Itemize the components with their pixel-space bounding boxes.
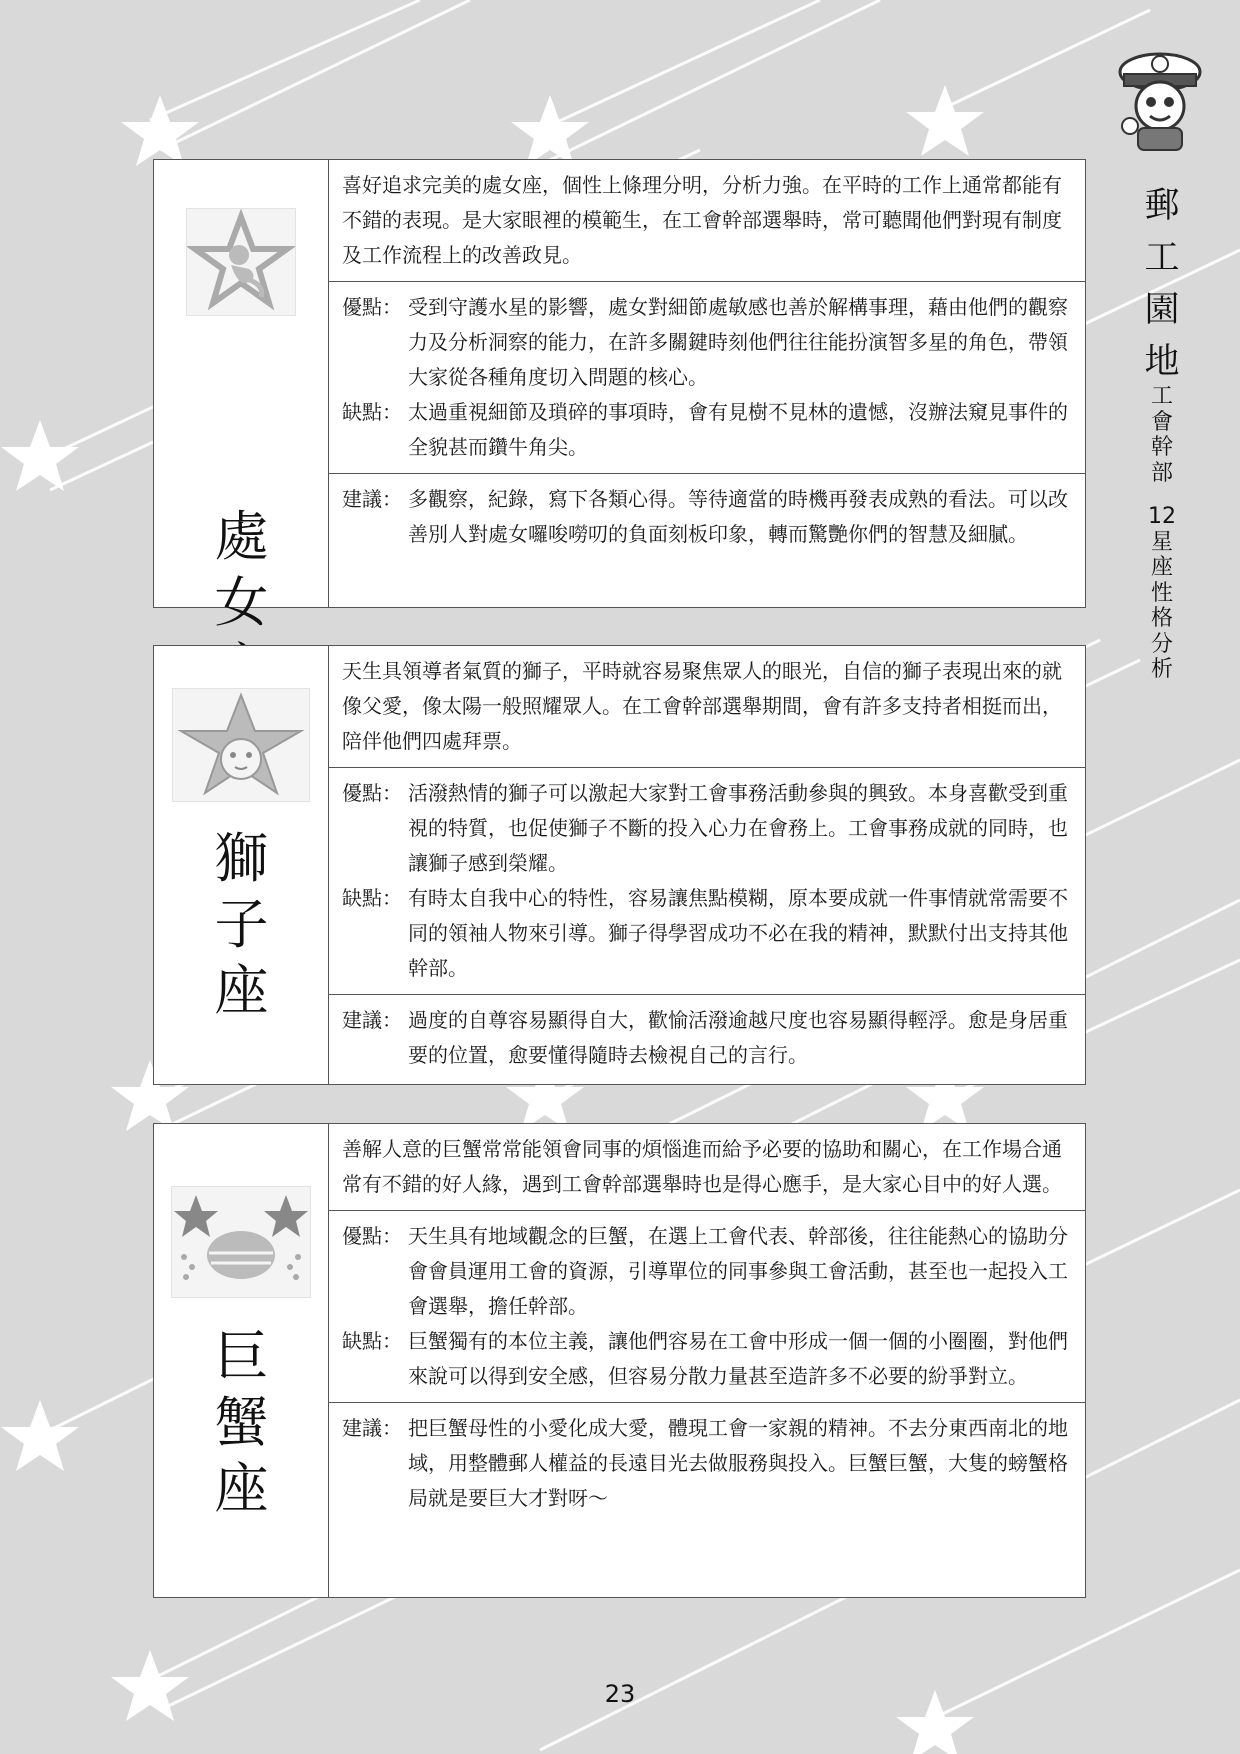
cons-row: [342, 881, 1073, 986]
article-title-gap: [1142, 486, 1182, 504]
section-title-char: 地: [1144, 342, 1180, 382]
advice-section: [329, 474, 1085, 560]
sign-name-leo: 獅 子 座: [214, 827, 269, 1022]
pros-text: 受到守護水星的影響，處女對細節處敏感也善於解構事理，藉由他們的觀察力及分析洞察的能力，在許多關鍵時刻他們往往能扮演智多星的角色，帶領大家從各種角度切入問題的核心。: [408, 295, 1068, 389]
sign-name-cancer: 巨 蟹 座: [214, 1325, 269, 1520]
advice-label: 建議：: [342, 1008, 402, 1032]
virgo-emblem-icon: [186, 208, 296, 316]
pros-cons-section: [329, 1211, 1085, 1403]
advice-text: 多觀察，紀錄，寫下各類心得。等待適當的時機再發表成熟的看法。可以改善別人對處女囉唆嘮叨的負面刻板印象，轉而驚艷你們的智慧及細膩。: [408, 487, 1068, 546]
virgo-card: [153, 159, 1086, 634]
pros-row: [342, 1219, 1073, 1324]
leo-emblem-icon: [172, 688, 310, 802]
postman-mascot-icon: [1110, 44, 1210, 156]
pros-label: 優點：: [342, 295, 402, 319]
cons-text: 巨蟹獨有的本位主義，讓他們容易在工會中形成一個一個的小圈圈，對他們來說可以得到安全感，但容易分散力量甚至造許多不必要的紛爭對立。: [408, 1329, 1068, 1388]
section-title-char: 郵: [1144, 186, 1180, 226]
article-title-char: 部: [1150, 460, 1173, 486]
intro-section: [329, 1124, 1085, 1211]
advice-label: 建議：: [342, 487, 402, 511]
article-title-char: 12: [1148, 504, 1176, 529]
advice-row: [342, 1003, 1073, 1073]
sign-name-virgo: 處 女: [214, 505, 269, 634]
intro-text: 喜好追求完美的處女座，個性上條理分明，分析力強。在平時的工作上通常都能有不錯的表現。是大家眼裡的模範生，在工會幹部選舉時，常可聽聞他們對現有制度及工作流程上的改善政見。: [342, 173, 1062, 267]
advice-row: [342, 482, 1073, 552]
pros-text: 活潑熱情的獅子可以激起大家對工會事務活動參與的興致。本身喜歡受到重視的特質，也促使獅子不斷的投入心力在會務上。工會事務成就的同時，也讓獅子感到榮耀。: [408, 781, 1068, 875]
article-title-char: 性: [1150, 580, 1173, 606]
sign-description-column: [329, 1124, 1085, 1597]
pros-label: 優點：: [342, 1224, 402, 1248]
article-title-char: 格: [1150, 606, 1173, 631]
article-title-char: 工: [1150, 384, 1173, 409]
intro-text: 天生具領導者氣質的獅子，平時就容易聚焦眾人的眼光，自信的獅子表現出來的就像父愛，像太陽一般照耀眾人。在工會幹部選舉期間，會有許多支持者相挺而出，陪伴他們四處拜票。: [342, 659, 1062, 753]
intro-section: [329, 160, 1085, 282]
cons-label: 缺點：: [342, 400, 402, 424]
advice-label: 建議：: [342, 1416, 402, 1440]
section-title-char: 園: [1144, 290, 1180, 330]
pros-row: [342, 776, 1073, 881]
sign-description-column: [329, 160, 1085, 607]
article-title-char: 會: [1150, 409, 1173, 435]
sign-description-column: [329, 646, 1085, 1084]
advice-section: [329, 1403, 1085, 1524]
pros-cons-section: [329, 282, 1085, 474]
advice-text: 過度的自尊容易顯得自大，歡愉活潑逾越尺度也容易顯得輕浮。愈是身居重要的位置，愈要懂得隨時去檢視自己的言行。: [408, 1008, 1068, 1067]
cons-row: [342, 395, 1073, 465]
intro-section: [329, 646, 1085, 768]
article-title-char: 析: [1150, 657, 1173, 682]
leo-card: [153, 645, 1086, 1085]
article-title-char: 幹: [1150, 435, 1173, 460]
sign-label-column: [154, 646, 329, 1084]
pros-cons-section: [329, 768, 1085, 995]
cons-label: 缺點：: [342, 886, 402, 910]
article-title-vertical: [1142, 384, 1182, 683]
cancer-card: [153, 1123, 1086, 1598]
advice-text: 把巨蟹母性的小愛化成大愛，體現工會一家親的精神。不去分東西南北的地域，用整體郵人權益的長遠目光去做服務與投入。巨蟹巨蟹，大隻的螃蟹格局就是要巨大才對呀～: [408, 1416, 1068, 1510]
article-title-char: 分: [1150, 631, 1173, 657]
intro-text: 善解人意的巨蟹常常能領會同事的煩惱進而給予必要的協助和關心，在工作場合通常有不錯的好人緣，遇到工會幹部選舉時也是得心應手，是大家心目中的好人選。: [342, 1137, 1062, 1196]
cons-label: 缺點：: [342, 1329, 402, 1353]
sign-label-column: [154, 160, 329, 634]
section-title-vertical: [1137, 180, 1187, 388]
pros-label: 優點：: [342, 781, 402, 805]
cons-text: 有時太自我中心的特性，容易讓焦點模糊，原本要成就一件事情就常需要不同的領袖人物來引導。獅子得學習成功不必在我的精神，默默付出支持其他幹部。: [408, 886, 1068, 980]
advice-section: [329, 995, 1085, 1081]
page-number: 23: [604, 1680, 636, 1708]
sign-label-column: [154, 1124, 329, 1597]
advice-row: [342, 1411, 1073, 1516]
pros-text: 天生具有地域觀念的巨蟹，在選上工會代表、幹部後，往往能熱心的協助分會會員運用工會的資源，引導單位的同事參與工會活動，甚至也一起投入工會選舉，擔任幹部。: [408, 1224, 1068, 1318]
pros-row: [342, 290, 1073, 395]
cancer-emblem-icon: [171, 1186, 311, 1298]
article-title-char: 座: [1150, 555, 1173, 580]
article-title-char: 星: [1150, 529, 1173, 555]
section-title-char: 工: [1144, 238, 1180, 278]
cons-row: [342, 1324, 1073, 1394]
cons-text: 太過重視細節及瑣碎的事項時，會有見樹不見林的遺憾，沒辦法窺見事件的全貌甚而鑽牛角尖。: [408, 400, 1068, 459]
